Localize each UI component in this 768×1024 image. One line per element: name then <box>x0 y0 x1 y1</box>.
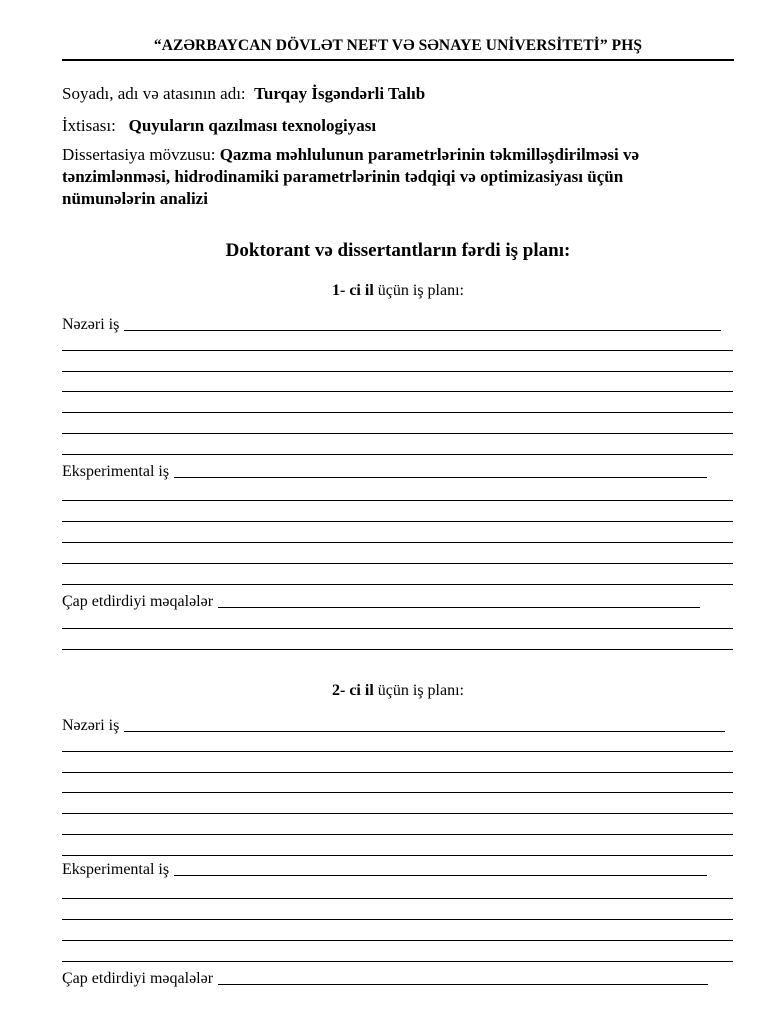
year-1-articles-line[interactable] <box>62 628 733 629</box>
topic-line-3 <box>62 189 208 209</box>
year-1-articles-row <box>62 593 700 611</box>
year-1-title <box>62 282 734 300</box>
plan-title: Doktorant və dissertantların fərdi iş planı: <box>225 240 571 261</box>
year-1-experimental-line[interactable] <box>62 563 733 564</box>
year-1-suffix: üçün iş planı: <box>373 282 464 299</box>
year-1-articles-line[interactable] <box>62 649 733 650</box>
topic-value-3: nümunələrin analizi <box>62 189 208 208</box>
year-1-theory-line[interactable] <box>62 371 733 372</box>
topic-label: Dissertasiya mövzusu: <box>62 145 216 164</box>
student-name-value: Turqay İsgəndərli Talıb <box>254 84 426 103</box>
year-1-theory-row <box>62 316 721 334</box>
topic-value-1: Qazma məhlulunun parametrlərinin təkmilləşdirilməsi və <box>219 145 640 164</box>
year-2-experimental-line[interactable] <box>62 919 733 920</box>
year-1-theory-line[interactable] <box>62 350 733 351</box>
year-1-articles-label: Çap etdirdiyi məqalələr <box>62 593 214 610</box>
topic-line-2 <box>62 167 623 187</box>
topic-value-2: tənzimlənməsi, hidrodinamiki parametrlərinin tədqiqi və optimizasiyası üçün <box>62 167 624 186</box>
year-2-theory-line[interactable] <box>62 813 733 814</box>
year-2-label: 2- ci il <box>332 682 374 699</box>
year-2-articles-field[interactable] <box>218 984 708 985</box>
year-1-label: 1- ci il <box>332 282 374 299</box>
year-1-experimental-field[interactable] <box>174 477 707 478</box>
year-1-articles-field[interactable] <box>218 607 700 608</box>
year-1-theory-line[interactable] <box>62 454 733 455</box>
year-2-theory-line[interactable] <box>62 772 733 773</box>
year-1-experimental-row <box>62 463 707 481</box>
year-2-experimental-line[interactable] <box>62 898 733 899</box>
year-2-theory-line[interactable] <box>62 855 733 856</box>
year-1-experimental-line[interactable] <box>62 500 733 501</box>
year-1-theory-label: Nəzəri iş <box>62 316 120 333</box>
year-2-theory-line[interactable] <box>62 751 733 752</box>
year-2-experimental-line[interactable] <box>62 940 733 941</box>
year-1-experimental-line[interactable] <box>62 521 733 522</box>
year-2-theory-row <box>62 717 725 735</box>
year-1-experimental-line[interactable] <box>62 542 733 543</box>
student-name-line <box>62 84 425 104</box>
year-2-articles-label: Çap etdirdiyi məqalələr <box>62 970 214 987</box>
year-2-theory-field[interactable] <box>124 731 725 732</box>
year-2-title <box>62 682 734 700</box>
year-1-experimental-label: Eksperimental iş <box>62 463 170 480</box>
specialty-line <box>62 116 376 136</box>
specialty-value: Quyuların qazılması texnologiyası <box>128 116 377 135</box>
year-1-theory-line[interactable] <box>62 412 733 413</box>
year-2-theory-line[interactable] <box>62 834 733 835</box>
year-1-theory-line[interactable] <box>62 433 733 434</box>
year-2-suffix: üçün iş planı: <box>373 682 464 699</box>
year-2-experimental-row <box>62 861 707 879</box>
topic-line-1 <box>62 145 639 165</box>
year-1-theory-field[interactable] <box>124 330 721 331</box>
year-2-experimental-field[interactable] <box>174 875 707 876</box>
year-2-articles-row <box>62 970 708 988</box>
year-2-theory-label: Nəzəri iş <box>62 717 120 734</box>
university-header: “AZƏRBAYCAN DÖVLƏT NEFT VƏ SƏNAYE UNİVERSİTETİ” PHŞ <box>153 37 643 54</box>
specialty-label: İxtisası: <box>62 116 116 135</box>
year-1-theory-line[interactable] <box>62 391 733 392</box>
year-2-theory-line[interactable] <box>62 792 733 793</box>
header-divider <box>62 59 734 61</box>
year-2-experimental-label: Eksperimental iş <box>62 861 170 878</box>
year-2-experimental-line[interactable] <box>62 961 733 962</box>
student-name-label: Soyadı, adı və atasının adı: <box>62 84 246 103</box>
year-1-experimental-line[interactable] <box>62 584 733 585</box>
